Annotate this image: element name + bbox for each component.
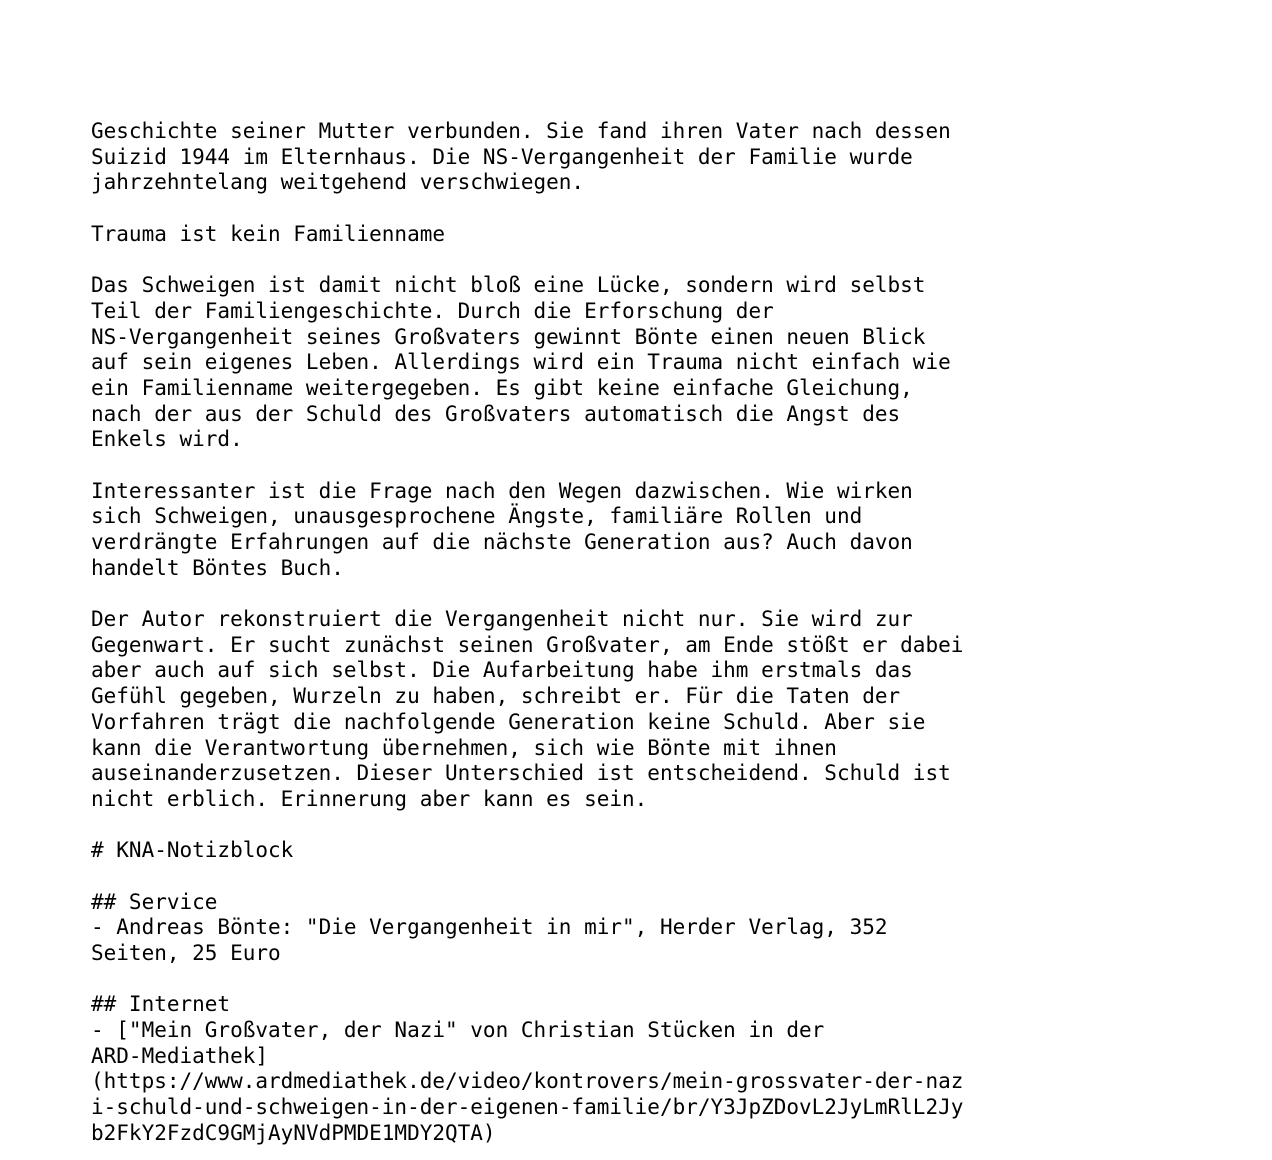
list-item-continuation: Seiten, 25 Euro [91,941,281,965]
text-line: ein Familienname weitergegeben. Es gibt keine einfache Gleichung, [91,375,913,400]
text-line: Interessanter ist die Frage nach den Wegen dazwischen. Wie wirken [91,478,913,503]
blank-line [91,864,1191,890]
text-line: Teil der Familiengeschichte. Durch die Erforschung der [91,298,774,323]
list-item: - Andreas Bönte: "Die Vergangenheit in mir", Herder Verlag, 352 [91,915,888,940]
text-line: verdrängte Erfahrungen auf die nächste Generation aus? Auch davon [91,530,913,554]
text-line: auseinanderzusetzen. Dieser Unterschied ist entscheidend. Schuld ist [91,761,951,786]
text-line: handelt Böntes Buch. [91,555,344,580]
blank-line [91,967,1191,993]
notizblock-heading: # KNA-Notizblock [91,838,294,863]
blank-line [91,581,1191,607]
link-url: b2FkY2FzdC9GMjAyNVdPMDE1MDY2QTA) [91,1120,496,1145]
text-line: kann die Verantwortung übernehmen, sich wie Bönte mit ihnen [91,735,837,760]
document-body [91,119,1191,1147]
link-url: i-schuld-und-schweigen-in-der-eigenen-familie/br/Y3JpZDovL2JyLmRlL2Jy [91,1095,964,1120]
text-line: Enkels wird. [91,427,243,452]
internet-heading: ## Internet [91,992,231,1017]
section-heading: Trauma ist kein Familienname [91,221,446,246]
text-line: nach der aus der Schuld des Großvaters automatisch die Angst des [91,401,901,426]
blank-line [91,247,1191,273]
text-line: Geschichte seiner Mutter verbunden. Sie fand ihren Vater nach dessen [91,119,951,143]
text-line: Der Autor rekonstruiert die Vergangenheit nicht nur. Sie wird zur [91,607,913,632]
text-line: NS-Vergangenheit seines Großvaters gewinnt Bönte einen neuen Blick [91,324,926,349]
service-heading: ## Service [91,889,218,914]
text-line: Suizid 1944 im Elternhaus. Die NS-Vergangenheit der Familie wurde [91,144,913,169]
link-text: ARD-Mediathek] [91,1043,269,1068]
text-line: Gefühl gegeben, Wurzeln zu haben, schreibt er. Für die Taten der [91,684,901,709]
link-text: - ["Mein Großvater, der Nazi" von Christian Stücken in der [91,1018,825,1043]
text-line: aber auch auf sich selbst. Die Aufarbeitung habe ihm erstmals das [91,658,913,683]
text-line: jahrzehntelang weitgehend verschwiegen. [91,170,585,195]
blank-line [91,453,1191,479]
text-line: auf sein eigenes Leben. Allerdings wird ein Trauma nicht einfach wie [91,350,951,375]
text-line: Vorfahren trägt die nachfolgende Generation keine Schuld. Aber sie [91,709,926,734]
link-url: (https://www.ardmediathek.de/video/kontrovers/mein-grossvater-der-naz [91,1069,964,1094]
blank-line [91,196,1191,222]
text-line: Das Schweigen ist damit nicht bloß eine Lücke, sondern wird selbst [91,273,926,298]
text-line: sich Schweigen, unausgesprochene Ängste, familiäre Rollen und [91,504,863,529]
blank-line [91,813,1191,839]
text-line: Gegenwart. Er sucht zunächst seinen Großvater, am Ende stößt er dabei [91,632,964,657]
text-line: nicht erblich. Erinnerung aber kann es sein. [91,786,648,811]
